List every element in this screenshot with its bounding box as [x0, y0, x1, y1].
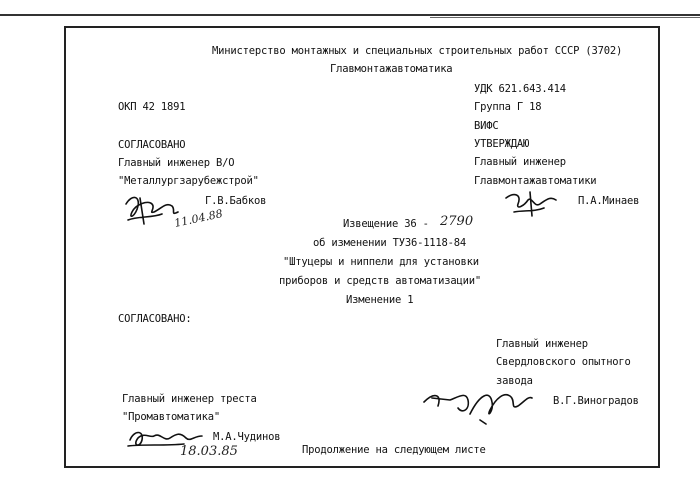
right-signer-name: П.А.Минаев [578, 195, 640, 207]
left-signer-org: "Металлургзарубежстрой" [118, 175, 259, 187]
plant-org-line2: завода [496, 375, 533, 387]
notice-change: Изменение 1 [346, 294, 414, 306]
left-handwritten-date: 11.04.88 [173, 207, 224, 230]
plant-signer-name: В.Г.Виноградов [553, 395, 639, 407]
left-signer-title: Главный инженер В/О [118, 157, 235, 169]
top-rule [0, 14, 700, 16]
trust-signature [124, 424, 212, 454]
plant-signature [420, 384, 540, 426]
right-signer-title: Главный инженер [474, 156, 566, 168]
trust-signer-name: М.А.Чудинов [213, 431, 281, 443]
plant-org-line1: Свердловского опытного [496, 356, 631, 368]
top-rule-secondary [430, 17, 700, 18]
notice-subject: об изменении ТУ36-1118-84 [313, 237, 467, 249]
udk-code: УДК 621.643.414 [474, 83, 566, 95]
left-signature [118, 190, 198, 230]
agreed-label: СОГЛАСОВАНО [118, 139, 186, 151]
right-signature [500, 186, 570, 222]
right-signer-org: Главмонтажавтоматики [474, 175, 597, 187]
left-signer-name: Г.В.Бабков [205, 195, 267, 207]
trust-signer-title: Главный инженер треста [122, 393, 257, 405]
vifs-code: ВИФС [474, 120, 499, 132]
ministry-heading: Министерство монтажных и специальных строительных работ СССР (3702) [212, 45, 623, 57]
notice-number-handwritten: 2790 [440, 214, 474, 229]
plant-signer-title: Главный инженер [496, 338, 588, 350]
trust-signer-org: "Промавтоматика" [122, 411, 220, 423]
organization-heading: Главмонтажавтоматика [330, 63, 453, 75]
notice-title: Извещение 36 - [343, 218, 429, 230]
approve-label: УТВЕРЖДАЮ [474, 138, 530, 150]
continuation-note: Продолжение на следующем листе [302, 444, 486, 456]
okp-code: ОКП 42 1891 [118, 101, 186, 113]
group-code: Группа Г 18 [474, 101, 542, 113]
trust-handwritten-date: 18.03.85 [180, 444, 238, 459]
notice-product-line1: "Штуцеры и ниппели для установки [283, 256, 479, 268]
agreed-label-2: СОГЛАСОВАНО: [118, 313, 192, 325]
notice-product-line2: приборов и средств автоматизации" [279, 275, 482, 287]
